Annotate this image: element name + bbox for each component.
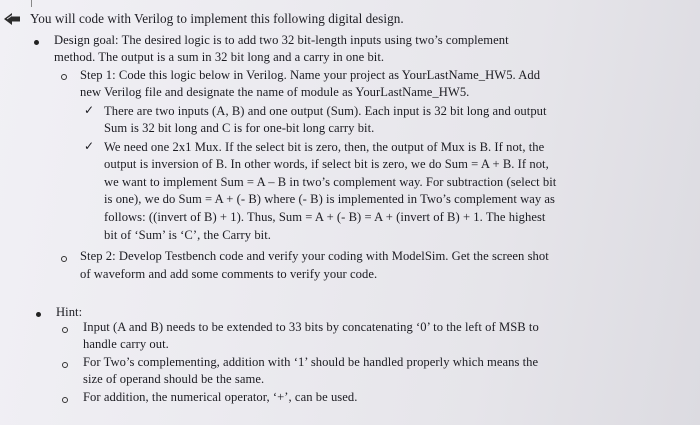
check2-line-3: we want to implement Sum = A – B in two’s complement way. For subtraction (select bit: [104, 175, 557, 189]
check2-line-1: We need one 2x1 Mux. If the select bit is zero, then, the output of Mux is B. If not, the: [104, 140, 545, 154]
hint3-line: For addition, the numerical operator, ‘+’, can be used.: [83, 390, 358, 404]
hint1-line-1: Input (A and B) needs to be extended to 33 bits by concatenating ‘0’ to the left of MSB to: [83, 320, 539, 334]
check2-line-5: follows: ((invert of B) + 1). Thus, Sum = A + (- B) = A + (invert of B) + 1. The highest: [104, 210, 546, 224]
circle-bullet-icon: [62, 362, 68, 368]
check2-line-6: bit of ‘Sum’ is ‘C’, the Carry bit.: [104, 228, 271, 242]
intro-text: You will code with Verilog to implement this following digital design.: [30, 11, 404, 26]
circle-bullet-icon: [61, 256, 67, 262]
check2-line-2: output is inversion of B. In other words, if select bit is zero, we do Sum = A + B. If not,: [104, 157, 549, 171]
checkmark-icon: ✓: [84, 139, 95, 153]
circle-bullet-icon: [62, 327, 68, 333]
goal-line-1: Design goal: The desired logic is to add two 32 bit-length inputs using two’s complement: [54, 33, 509, 47]
hint2-line-2: size of operand should be the same.: [83, 372, 265, 386]
step2-line-1: Step 2: Develop Testbench code and verify your coding with ModelSim. Get the screen shot: [80, 249, 549, 263]
checkmark-icon: ✓: [84, 103, 95, 117]
divider: [31, 0, 32, 7]
step1-line-1: Step 1: Code this logic below in Verilog. Name your project as YourLastName_HW5. Add: [80, 68, 541, 82]
disc-bullet-icon: [36, 312, 41, 317]
hint2-line-1: For Two’s complementing, addition with ‘1’ should be handled properly which means the: [83, 355, 539, 369]
check1-line-2: Sum is 32 bit long and C is for one-bit long carry bit.: [104, 121, 375, 135]
disc-bullet-icon: [34, 40, 39, 45]
check2-line-4: is one), we do Sum = A + (- B) where (- B) is implemented in Two’s complement way as: [104, 192, 555, 206]
check1-line-1: There are two inputs (A, B) and one output (Sum). Each input is 32 bit long and output: [104, 104, 547, 118]
arrow-bullet-icon: [3, 12, 21, 26]
hint-label: Hint:: [56, 305, 83, 319]
circle-bullet-icon: [61, 74, 67, 80]
hint1-line-2: handle carry out.: [83, 337, 169, 351]
circle-bullet-icon: [62, 397, 68, 403]
goal-line-2: method. The output is a sum in 32 bit long and a carry in one bit.: [54, 50, 385, 64]
step1-line-2: new Verilog file and designate the name of module as YourLastName_HW5.: [80, 85, 470, 99]
step2-line-2: of waveform and add some comments to verify your code.: [80, 267, 378, 281]
